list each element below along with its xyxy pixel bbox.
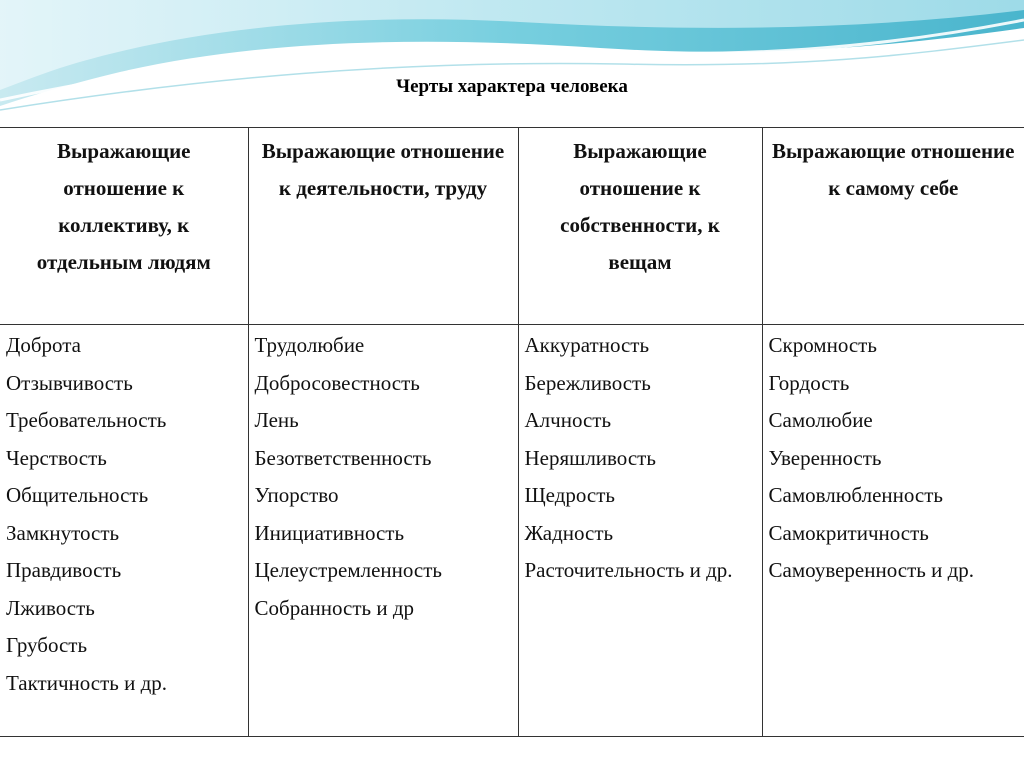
list-item: Уверенность — [768, 445, 882, 470]
header-property: Выражающие отношение к собственности, к вещам — [518, 128, 762, 325]
list-item: Лень — [254, 408, 299, 432]
traits-property-cell — [518, 325, 762, 737]
character-traits-table — [0, 127, 1024, 737]
list-item: Самовлюбленность — [768, 483, 943, 507]
list-item: Самокритичность — [768, 520, 929, 545]
list-item: Правдивость — [6, 558, 122, 582]
list-item: Безответственность — [254, 445, 432, 470]
list-item: Трудолюбие — [254, 333, 365, 357]
list-item: Жадность — [524, 520, 614, 545]
list-item: Требовательность — [6, 408, 167, 432]
list-item: Неряшливость — [524, 445, 656, 470]
list-item: Упорство — [254, 483, 339, 507]
list-item: Расточительность и др. — [524, 558, 733, 582]
list-item: Доброта — [6, 333, 81, 357]
list-item: Аккуратность — [524, 333, 650, 357]
list-item: Самоуверенность и др. — [768, 558, 974, 582]
table-body-row — [0, 325, 1024, 737]
list-item: Целеустремленность — [254, 558, 443, 582]
traits-self-cell — [762, 325, 1024, 737]
list-item: Самолюбие — [768, 408, 873, 432]
list-item: Добросовестность — [254, 370, 420, 395]
list-item: Щедрость — [524, 483, 616, 507]
list-item: Замкнутость — [6, 520, 120, 545]
header-collective: Выражающие отношение к коллективу, к отдельным людям — [0, 128, 248, 325]
list-item: Тактичность и др. — [6, 670, 168, 695]
list-item: Черствость — [6, 445, 107, 470]
list-item: Грубость — [6, 633, 88, 657]
header-self: Выражающие отношение к самому себе — [762, 128, 1024, 325]
header-activity: Выражающие отношение к деятельности, труду — [248, 128, 518, 325]
list-item: Гордость — [768, 370, 850, 395]
table-header-row — [0, 128, 1024, 325]
list-item: Бережливость — [524, 370, 651, 395]
list-item: Отзывчивость — [6, 370, 133, 395]
list-item: Инициативность — [254, 520, 405, 545]
list-item: Алчность — [524, 408, 612, 432]
list-item: Скромность — [768, 333, 877, 357]
list-item: Лживость — [6, 595, 95, 620]
slide-title: Черты характера человека — [396, 76, 628, 97]
list-item: Общительность — [6, 483, 149, 507]
traits-collective-cell — [0, 325, 248, 737]
traits-activity-cell — [248, 325, 518, 737]
list-item: Собранность и др — [254, 595, 415, 620]
